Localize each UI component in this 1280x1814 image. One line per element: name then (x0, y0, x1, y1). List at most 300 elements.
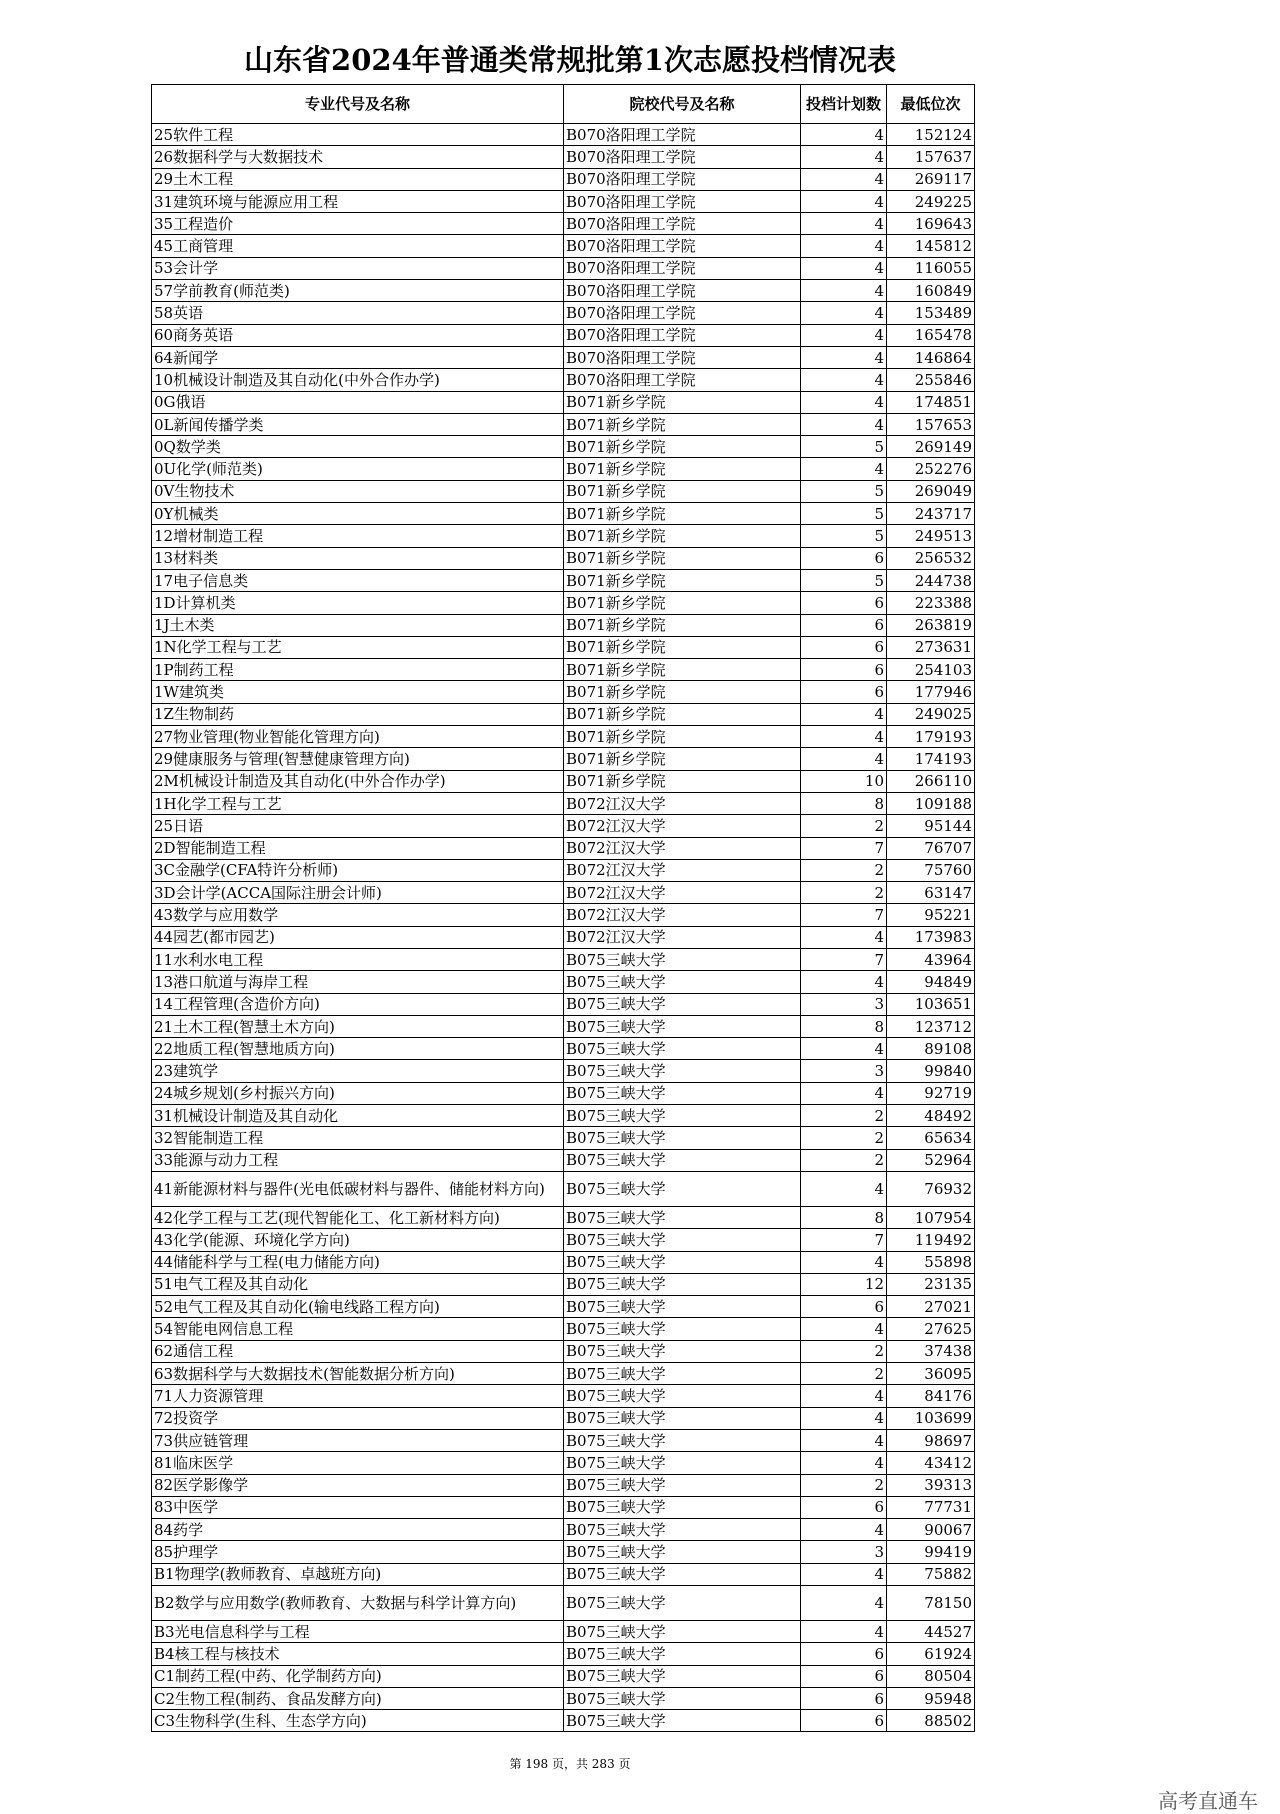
cell-rank: 95221 (887, 904, 975, 926)
table-row (152, 815, 975, 837)
cell-rank: 169643 (887, 213, 975, 235)
cell-plan: 2 (801, 859, 887, 881)
cell-major: 0L新闻传播学类 (152, 413, 564, 435)
table-row (152, 1105, 975, 1127)
cell-school: B071新乡学院 (564, 748, 801, 770)
cell-plan: 6 (801, 592, 887, 614)
cell-school: B071新乡学院 (564, 703, 801, 725)
cell-rank: 84176 (887, 1385, 975, 1407)
cell-rank: 269117 (887, 168, 975, 190)
cell-school: B075三峡大学 (564, 1363, 801, 1385)
cell-rank: 95144 (887, 815, 975, 837)
cell-major: B3光电信息科学与工程 (152, 1621, 564, 1643)
cell-school: B075三峡大学 (564, 948, 801, 970)
cell-school: B071新乡学院 (564, 726, 801, 748)
table-row (152, 503, 975, 525)
table-row (152, 792, 975, 814)
cell-rank: 177946 (887, 681, 975, 703)
cell-plan: 6 (801, 659, 887, 681)
table-row (152, 1541, 975, 1563)
cell-school: B071新乡学院 (564, 770, 801, 792)
cell-rank: 75760 (887, 859, 975, 881)
cell-school: B072江汉大学 (564, 792, 801, 814)
cell-major: 25日语 (152, 815, 564, 837)
cell-plan: 2 (801, 1474, 887, 1496)
cell-school: B075三峡大学 (564, 1452, 801, 1474)
cell-rank: 27021 (887, 1296, 975, 1318)
header-rank: 最低位次 (887, 85, 975, 124)
cell-plan: 4 (801, 257, 887, 279)
cell-major: 32智能制造工程 (152, 1127, 564, 1149)
cell-plan: 4 (801, 124, 887, 146)
cell-major: 10机械设计制造及其自动化(中外合作办学) (152, 369, 564, 391)
cell-rank: 61924 (887, 1643, 975, 1665)
table-row (152, 614, 975, 636)
cell-plan: 4 (801, 748, 887, 770)
table-row (152, 748, 975, 770)
cell-major: 63数据科学与大数据技术(智能数据分析方向) (152, 1363, 564, 1385)
cell-rank: 80504 (887, 1665, 975, 1687)
cell-plan: 4 (801, 369, 887, 391)
cell-school: B072江汉大学 (564, 837, 801, 859)
table-row (152, 971, 975, 993)
cell-rank: 269049 (887, 480, 975, 502)
cell-plan: 2 (801, 1340, 887, 1362)
cell-major: 1H化学工程与工艺 (152, 792, 564, 814)
cell-school: B075三峡大学 (564, 1149, 801, 1171)
cell-school: B075三峡大学 (564, 1296, 801, 1318)
cell-major: 12增材制造工程 (152, 525, 564, 547)
cell-plan: 6 (801, 1687, 887, 1709)
cell-rank: 92719 (887, 1082, 975, 1104)
table-row (152, 1171, 975, 1206)
cell-plan: 4 (801, 1082, 887, 1104)
cell-plan: 4 (801, 703, 887, 725)
cell-plan: 6 (801, 1643, 887, 1665)
table-row (152, 280, 975, 302)
cell-plan: 5 (801, 480, 887, 502)
cell-school: B075三峡大学 (564, 1251, 801, 1273)
cell-school: B075三峡大学 (564, 1429, 801, 1451)
table-row (152, 324, 975, 346)
header-major: 专业代号及名称 (152, 85, 564, 124)
cell-plan: 4 (801, 1586, 887, 1621)
cell-school: B075三峡大学 (564, 1496, 801, 1518)
cell-plan: 4 (801, 280, 887, 302)
table-row (152, 1563, 975, 1585)
cell-major: 44储能科学与工程(电力储能方向) (152, 1251, 564, 1273)
cell-major: 81临床医学 (152, 1452, 564, 1474)
cell-school: B071新乡学院 (564, 480, 801, 502)
table-row (152, 1251, 975, 1273)
cell-school: B072江汉大学 (564, 904, 801, 926)
cell-major: 1P制药工程 (152, 659, 564, 681)
cell-plan: 2 (801, 882, 887, 904)
cell-school: B075三峡大学 (564, 1621, 801, 1643)
cell-plan: 3 (801, 1541, 887, 1563)
cell-plan: 4 (801, 413, 887, 435)
table-row (152, 235, 975, 257)
cell-rank: 90067 (887, 1519, 975, 1541)
cell-rank: 94849 (887, 971, 975, 993)
table-row (152, 681, 975, 703)
cell-rank: 78150 (887, 1586, 975, 1621)
cell-rank: 76707 (887, 837, 975, 859)
table-row (152, 1429, 975, 1451)
cell-major: 33能源与动力工程 (152, 1149, 564, 1171)
cell-rank: 249513 (887, 525, 975, 547)
cell-rank: 266110 (887, 770, 975, 792)
cell-rank: 89108 (887, 1038, 975, 1060)
cell-plan: 4 (801, 1563, 887, 1585)
cell-school: B070洛阳理工学院 (564, 324, 801, 346)
cell-school: B071新乡学院 (564, 503, 801, 525)
cell-major: B4核工程与核技术 (152, 1643, 564, 1665)
cell-major: 2M机械设计制造及其自动化(中外合作办学) (152, 770, 564, 792)
table-row (152, 1687, 975, 1709)
table-row (152, 1363, 975, 1385)
cell-major: 3C金融学(CFA特许分析师) (152, 859, 564, 881)
cell-plan: 6 (801, 1496, 887, 1518)
cell-major: 13港口航道与海岸工程 (152, 971, 564, 993)
cell-school: B070洛阳理工学院 (564, 235, 801, 257)
cell-school: B075三峡大学 (564, 1519, 801, 1541)
cell-plan: 7 (801, 904, 887, 926)
cell-plan: 2 (801, 1363, 887, 1385)
cell-major: 73供应链管理 (152, 1429, 564, 1451)
cell-major: 51电气工程及其自动化 (152, 1273, 564, 1295)
cell-plan: 4 (801, 1318, 887, 1340)
table-row (152, 592, 975, 614)
cell-school: B072江汉大学 (564, 926, 801, 948)
cell-plan: 4 (801, 926, 887, 948)
table-row (152, 525, 975, 547)
cell-school: B075三峡大学 (564, 1474, 801, 1496)
cell-plan: 6 (801, 614, 887, 636)
cell-school: B071新乡学院 (564, 614, 801, 636)
table-row (152, 1060, 975, 1082)
cell-plan: 10 (801, 770, 887, 792)
table-row (152, 1385, 975, 1407)
cell-plan: 6 (801, 547, 887, 569)
cell-plan: 4 (801, 324, 887, 346)
cell-plan: 3 (801, 993, 887, 1015)
cell-school: B075三峡大学 (564, 1586, 801, 1621)
cell-major: 25软件工程 (152, 124, 564, 146)
cell-rank: 223388 (887, 592, 975, 614)
table-row (152, 837, 975, 859)
table-row (152, 1665, 975, 1687)
cell-school: B075三峡大学 (564, 1171, 801, 1206)
table-row (152, 1229, 975, 1251)
cell-school: B071新乡学院 (564, 436, 801, 458)
cell-major: 58英语 (152, 302, 564, 324)
cell-plan: 5 (801, 503, 887, 525)
table-row (152, 1407, 975, 1429)
cell-major: 35工程造价 (152, 213, 564, 235)
cell-rank: 165478 (887, 324, 975, 346)
cell-major: 44园艺(都市园艺) (152, 926, 564, 948)
cell-rank: 52964 (887, 1149, 975, 1171)
cell-major: 27物业管理(物业智能化管理方向) (152, 726, 564, 748)
cell-plan: 4 (801, 458, 887, 480)
cell-school: B071新乡学院 (564, 592, 801, 614)
cell-major: 83中医学 (152, 1496, 564, 1518)
cell-plan: 5 (801, 525, 887, 547)
cell-major: C2生物工程(制药、食品发酵方向) (152, 1687, 564, 1709)
table-row (152, 948, 975, 970)
cell-school: B075三峡大学 (564, 1643, 801, 1665)
table-row (152, 1643, 975, 1665)
cell-rank: 95948 (887, 1687, 975, 1709)
cell-school: B071新乡学院 (564, 458, 801, 480)
cell-major: 0Y机械类 (152, 503, 564, 525)
table-row (152, 726, 975, 748)
table-row (152, 480, 975, 502)
cell-rank: 103699 (887, 1407, 975, 1429)
cell-major: 0G俄语 (152, 391, 564, 413)
cell-school: B071新乡学院 (564, 525, 801, 547)
cell-rank: 157637 (887, 146, 975, 168)
cell-plan: 6 (801, 636, 887, 658)
cell-major: 23建筑学 (152, 1060, 564, 1082)
cell-school: B070洛阳理工学院 (564, 369, 801, 391)
cell-major: 11水利水电工程 (152, 948, 564, 970)
cell-major: 1N化学工程与工艺 (152, 636, 564, 658)
cell-plan: 7 (801, 1229, 887, 1251)
cell-major: 82医学影像学 (152, 1474, 564, 1496)
cell-major: 85护理学 (152, 1541, 564, 1563)
cell-rank: 43964 (887, 948, 975, 970)
cell-school: B070洛阳理工学院 (564, 213, 801, 235)
cell-rank: 146864 (887, 346, 975, 368)
cell-major: 54智能电网信息工程 (152, 1318, 564, 1340)
cell-rank: 103651 (887, 993, 975, 1015)
cell-major: 64新闻学 (152, 346, 564, 368)
page-title: 山东省2024年普通类常规批第1次志愿投档情况表 (244, 43, 896, 77)
table-body (152, 124, 975, 1732)
cell-rank: 243717 (887, 503, 975, 525)
cell-plan: 4 (801, 302, 887, 324)
cell-rank: 116055 (887, 257, 975, 279)
page-footer: 第 198 页，共 283 页 (509, 1757, 631, 1771)
cell-rank: 119492 (887, 1229, 975, 1251)
cell-rank: 23135 (887, 1273, 975, 1295)
cell-rank: 55898 (887, 1251, 975, 1273)
table-row (152, 703, 975, 725)
cell-school: B075三峡大学 (564, 1060, 801, 1082)
table-row (152, 1474, 975, 1496)
cell-major: 42化学工程与工艺(现代智能化工、化工新材料方向) (152, 1206, 564, 1228)
cell-rank: 145812 (887, 235, 975, 257)
header-school: 院校代号及名称 (564, 85, 801, 124)
cell-major: C3生物科学(生科、生态学方向) (152, 1710, 564, 1732)
cell-plan: 6 (801, 1665, 887, 1687)
cell-major: 2D智能制造工程 (152, 837, 564, 859)
table-row (152, 1519, 975, 1541)
table-row (152, 904, 975, 926)
table-row (152, 547, 975, 569)
cell-school: B071新乡学院 (564, 391, 801, 413)
cell-school: B070洛阳理工学院 (564, 124, 801, 146)
cell-major: 52电气工程及其自动化(输电线路工程方向) (152, 1296, 564, 1318)
cell-major: 24城乡规划(乡村振兴方向) (152, 1082, 564, 1104)
cell-rank: 99840 (887, 1060, 975, 1082)
cell-major: 72投资学 (152, 1407, 564, 1429)
cell-school: B075三峡大学 (564, 1563, 801, 1585)
cell-rank: 252276 (887, 458, 975, 480)
cell-plan: 4 (801, 190, 887, 212)
cell-rank: 174851 (887, 391, 975, 413)
table-row (152, 1206, 975, 1228)
cell-plan: 8 (801, 1206, 887, 1228)
table-row (152, 1452, 975, 1474)
cell-plan: 4 (801, 1407, 887, 1429)
cell-plan: 4 (801, 1385, 887, 1407)
table-row (152, 1149, 975, 1171)
cell-major: 1J土木类 (152, 614, 564, 636)
cell-rank: 174193 (887, 748, 975, 770)
cell-rank: 44527 (887, 1621, 975, 1643)
cell-school: B075三峡大学 (564, 1687, 801, 1709)
cell-plan: 2 (801, 1149, 887, 1171)
table-row (152, 1318, 975, 1340)
cell-school: B070洛阳理工学院 (564, 257, 801, 279)
cell-school: B075三峡大学 (564, 1385, 801, 1407)
cell-major: 1W建筑类 (152, 681, 564, 703)
cell-rank: 254103 (887, 659, 975, 681)
table-row (152, 1015, 975, 1037)
cell-school: B070洛阳理工学院 (564, 190, 801, 212)
cell-plan: 4 (801, 168, 887, 190)
cell-major: 71人力资源管理 (152, 1385, 564, 1407)
cell-school: B070洛阳理工学院 (564, 280, 801, 302)
table-row (152, 391, 975, 413)
cell-rank: 98697 (887, 1429, 975, 1451)
cell-school: B075三峡大学 (564, 1082, 801, 1104)
table-row (152, 1127, 975, 1149)
table-row (152, 213, 975, 235)
cell-major: 84药学 (152, 1519, 564, 1541)
cell-rank: 43412 (887, 1452, 975, 1474)
cell-major: 0V生物技术 (152, 480, 564, 502)
cell-rank: 63147 (887, 882, 975, 904)
cell-major: 3D会计学(ACCA国际注册会计师) (152, 882, 564, 904)
table-row (152, 770, 975, 792)
header-plan: 投档计划数 (801, 85, 887, 124)
cell-school: B075三峡大学 (564, 1710, 801, 1732)
cell-rank: 244738 (887, 569, 975, 591)
table-row (152, 190, 975, 212)
cell-major: 31机械设计制造及其自动化 (152, 1105, 564, 1127)
cell-rank: 255846 (887, 369, 975, 391)
cell-school: B075三峡大学 (564, 1206, 801, 1228)
cell-plan: 4 (801, 1429, 887, 1451)
cell-school: B075三峡大学 (564, 1038, 801, 1060)
cell-school: B075三峡大学 (564, 1229, 801, 1251)
cell-plan: 8 (801, 1015, 887, 1037)
admission-table (151, 84, 975, 1732)
cell-rank: 273631 (887, 636, 975, 658)
table-row (152, 124, 975, 146)
cell-rank: 256532 (887, 547, 975, 569)
cell-rank: 75882 (887, 1563, 975, 1585)
cell-school: B070洛阳理工学院 (564, 146, 801, 168)
cell-major: 43数学与应用数学 (152, 904, 564, 926)
cell-major: 21土木工程(智慧土木方向) (152, 1015, 564, 1037)
cell-school: B075三峡大学 (564, 1015, 801, 1037)
cell-rank: 160849 (887, 280, 975, 302)
watermark: 高考直通车 (1158, 1789, 1258, 1813)
cell-school: B071新乡学院 (564, 547, 801, 569)
cell-plan: 6 (801, 681, 887, 703)
cell-plan: 4 (801, 1251, 887, 1273)
table-row (152, 659, 975, 681)
cell-school: B071新乡学院 (564, 413, 801, 435)
cell-major: 13材料类 (152, 547, 564, 569)
cell-rank: 76932 (887, 1171, 975, 1206)
table-row (152, 346, 975, 368)
cell-rank: 65634 (887, 1127, 975, 1149)
cell-rank: 88502 (887, 1710, 975, 1732)
cell-plan: 7 (801, 837, 887, 859)
cell-school: B075三峡大学 (564, 1665, 801, 1687)
cell-rank: 153489 (887, 302, 975, 324)
cell-major: 1Z生物制药 (152, 703, 564, 725)
cell-major: 53会计学 (152, 257, 564, 279)
cell-major: 0U化学(师范类) (152, 458, 564, 480)
cell-rank: 249225 (887, 190, 975, 212)
cell-plan: 4 (801, 146, 887, 168)
cell-school: B071新乡学院 (564, 636, 801, 658)
cell-rank: 123712 (887, 1015, 975, 1037)
table-row (152, 1082, 975, 1104)
table-row (152, 993, 975, 1015)
cell-school: B075三峡大学 (564, 1127, 801, 1149)
cell-major: 1D计算机类 (152, 592, 564, 614)
cell-plan: 5 (801, 569, 887, 591)
cell-school: B075三峡大学 (564, 971, 801, 993)
table-row (152, 436, 975, 458)
cell-rank: 99419 (887, 1541, 975, 1563)
cell-school: B070洛阳理工学院 (564, 168, 801, 190)
cell-rank: 77731 (887, 1496, 975, 1518)
cell-plan: 4 (801, 1621, 887, 1643)
cell-major: 14工程管理(含造价方向) (152, 993, 564, 1015)
table-row (152, 1340, 975, 1362)
cell-rank: 269149 (887, 436, 975, 458)
cell-school: B075三峡大学 (564, 1273, 801, 1295)
cell-rank: 37438 (887, 1340, 975, 1362)
cell-school: B075三峡大学 (564, 1541, 801, 1563)
cell-rank: 263819 (887, 614, 975, 636)
table-row (152, 882, 975, 904)
cell-plan: 6 (801, 1710, 887, 1732)
cell-school: B075三峡大学 (564, 1340, 801, 1362)
cell-major: 0Q数学类 (152, 436, 564, 458)
cell-plan: 4 (801, 346, 887, 368)
cell-school: B071新乡学院 (564, 569, 801, 591)
table-row (152, 369, 975, 391)
cell-plan: 12 (801, 1273, 887, 1295)
cell-plan: 8 (801, 792, 887, 814)
table-row (152, 257, 975, 279)
cell-school: B071新乡学院 (564, 681, 801, 703)
cell-plan: 2 (801, 1105, 887, 1127)
table-row (152, 1710, 975, 1732)
cell-plan: 4 (801, 971, 887, 993)
cell-major: 29土木工程 (152, 168, 564, 190)
